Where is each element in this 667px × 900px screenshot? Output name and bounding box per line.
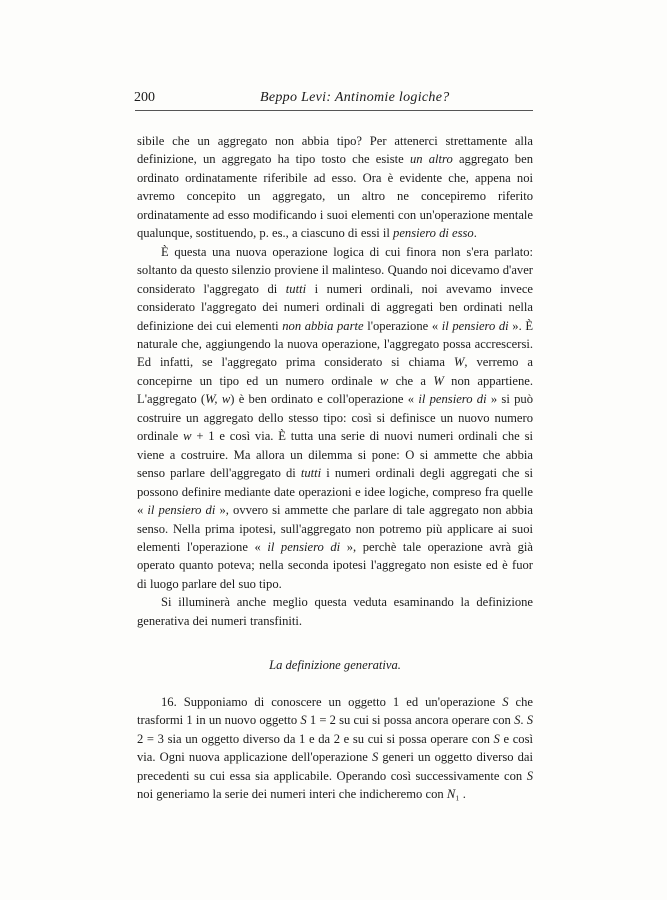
text-run: », perchè tale operazione avrà già operato quanto poteva; nella seconda ipotesi l'aggregato non esiste ed è fuor di luogo parlare del suo tipo. [137, 539, 533, 591]
text-run: noi generiamo la serie dei numeri interi che indicheremo con [137, 786, 447, 801]
page-number: 200 [134, 90, 155, 105]
italic-run: S [300, 713, 307, 728]
italic-run: S [514, 713, 521, 728]
text-run: ». È naturale che, aggiungendo la nuova operazione, l'aggregato possa accrescersi. Ed infatti, se l'aggregato prima considerato si chiama [137, 318, 534, 370]
text-run: non appartiene. L'aggregato ( [137, 373, 533, 407]
text-run: » si può costruire un aggregato dello stesso tipo: così si definisce un nuovo numero ordinale [137, 392, 533, 444]
text-run: aggregato ben ordinato ordinatamente riferibile ad esso. Ora è evidente che, appena noi avremo concepito un aggregato, un altro ne concepiremo riferito ordinatamente ad esso modificando i suoi elementi con un'operazione mentale qualunque, sostituendo, p. es., a ciascuno di essi il [137, 152, 533, 241]
text-run: e così via. Ogni nuova applicazione dell'operazione [137, 731, 533, 765]
text-run: generi un oggetto diverso dai precedenti su cui essa sia applicabile. Operando così successivamente con [137, 750, 533, 783]
italic-run: S [526, 713, 534, 728]
italic-run: tutti [300, 466, 322, 481]
text-run: 2 = 3 sia un oggetto diverso da 1 e da 2 e su cui si possa operare con [137, 731, 494, 746]
italic-run: pensiero di esso [393, 226, 474, 241]
text-run: l'operazione « [363, 318, 442, 333]
text-run: 16. Supponiamo di conoscere un oggetto 1 ed un'operazione [161, 694, 503, 709]
italic-run: tutti [285, 281, 307, 296]
page-header [134, 90, 534, 112]
body-text [137, 132, 533, 803]
text-run: È questa una nuova operazione logica di cui finora non s'era parlato: soltanto da questo silenzio proviene il malinteso. Quando noi dicevamo d'aver considerato l'aggregato di [137, 244, 533, 296]
text-run: che a [388, 373, 434, 388]
text-run: 1 = 2 su cui si possa ancora operare con [306, 713, 515, 728]
paragraph [137, 593, 533, 630]
italic-run: S [502, 694, 509, 709]
italic-run: S [371, 750, 379, 765]
italic-run: un altro [409, 152, 453, 167]
italic-run: non abbia parte [282, 318, 364, 333]
text-run: », ovvero si ammette che parlare di tale aggregato non abbia senso. Nella prima ipotesi, sull'aggregato non potremo più applicare ai suoi elementi l'operazione « [137, 503, 534, 554]
italic-run: S [493, 731, 500, 746]
italic-run: il pensiero di [441, 318, 509, 333]
text-run: . [520, 713, 527, 728]
running-title: Beppo Levi: Antinomie logiche? [260, 90, 450, 105]
text-run: i numeri ordinali, noi avevamo invece considerato l'aggregato dei numeri ordinali di aggregati ben ordinati nella definizione dei cui elementi [137, 281, 533, 333]
paragraph [137, 132, 533, 243]
paragraph [137, 243, 533, 594]
text-run: sibile che un aggregato non abbia tipo? Per attenerci strettamente alla definizione, un aggregato ha tipo tosto che esiste [137, 134, 533, 167]
italic-run: w [379, 373, 389, 388]
text-run: i numeri ordinali degli aggregati che si possono definire mediante date operazioni e idee logiche, compreso fra quelle « [137, 466, 533, 518]
text-run: , verremo a concepirne un tipo ed un numero ordinale [137, 355, 533, 388]
text-run: ₁ . [455, 786, 466, 801]
italic-run: N [446, 786, 456, 801]
header-rule [135, 110, 533, 111]
italic-run: W [453, 355, 465, 370]
text-run: Si illuminerà anche meglio questa veduta esaminando la definizione generativa dei numeri transfiniti. [137, 595, 533, 628]
italic-run: S [526, 768, 533, 783]
text-run: + 1 e così via. È tutta una serie di nuovi numeri ordinali che si viene a costruire. Ma allora un dilemma si pone: O si ammette che abbia senso parlare dell'aggregato di [137, 429, 533, 481]
italic-run: W, w [205, 392, 231, 407]
text-run: che trasformi 1 in un nuovo oggetto [137, 694, 534, 728]
text-run: ) è ben ordinato e coll'operazione « [230, 392, 419, 407]
italic-run: W [433, 373, 444, 388]
text-run: . [473, 226, 477, 241]
italic-run: w [183, 429, 192, 444]
paragraph [137, 693, 533, 804]
italic-run: il pensiero di [267, 539, 341, 554]
section-title: La definizione generativa. [269, 658, 401, 673]
italic-run: il pensiero di [418, 392, 487, 407]
italic-run: il pensiero di [147, 503, 216, 518]
